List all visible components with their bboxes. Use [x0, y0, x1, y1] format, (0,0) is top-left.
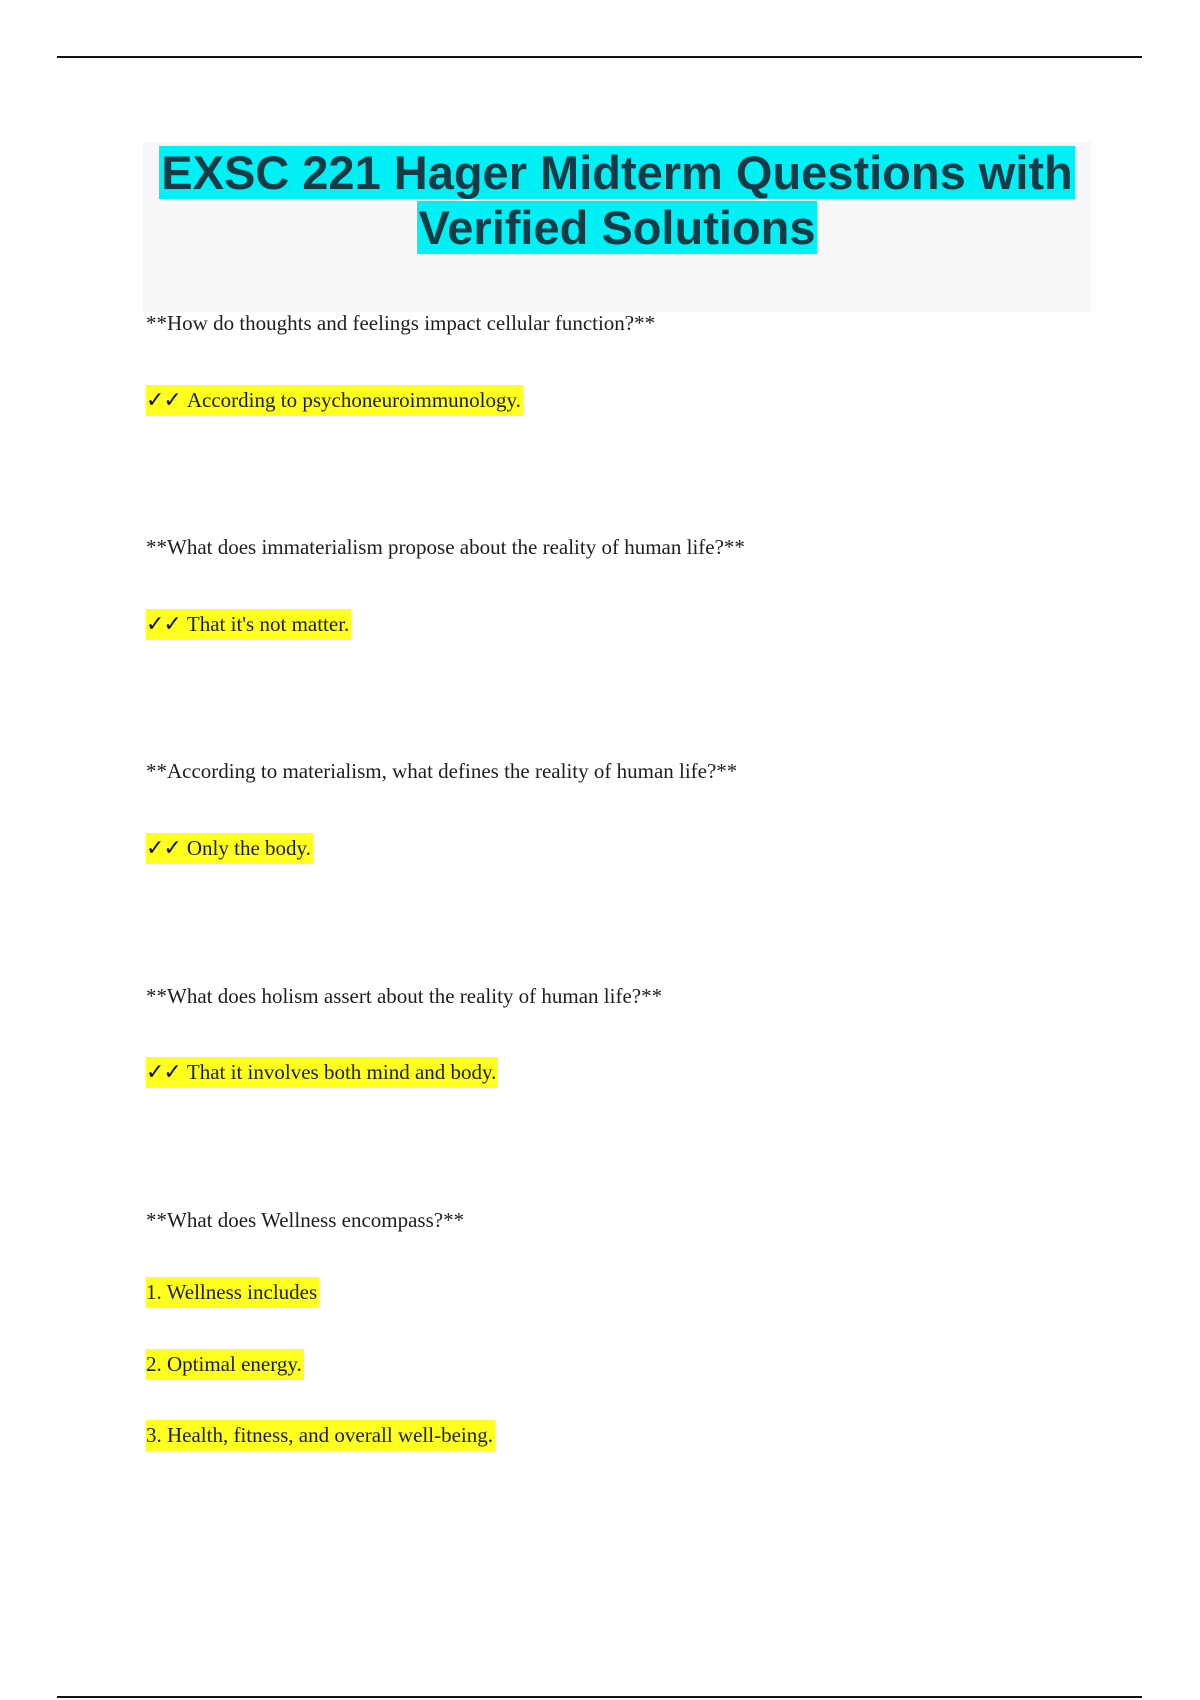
question-5: **What does Wellness encompass?**: [146, 1208, 465, 1232]
title-block: [143, 142, 1091, 312]
double-check-icon: ✓✓: [146, 836, 181, 861]
answer-highlight: [146, 833, 313, 864]
answer-4: [146, 1060, 498, 1085]
answer-highlight: 3. Health, fitness, and overall well-being.: [146, 1420, 495, 1451]
bottom-rule: [57, 1696, 1142, 1698]
question-4: **What does holism assert about the reality of human life?**: [146, 984, 663, 1008]
wellness-item-3: [146, 1423, 495, 1448]
answer-text: According to psychoneuroimmunology.: [186, 388, 521, 412]
answer-highlight: [146, 1057, 498, 1088]
top-rule: [57, 56, 1142, 58]
double-check-icon: ✓✓: [146, 1060, 181, 1085]
wellness-item-2: [146, 1352, 304, 1377]
answer-highlight: [146, 609, 351, 640]
answer-highlight: 1. Wellness includes: [146, 1277, 319, 1308]
answer-text: That it involves both mind and body.: [186, 1060, 497, 1084]
answer-1: [146, 388, 523, 413]
answer-text: That it's not matter.: [186, 612, 350, 636]
answer-2: [146, 612, 351, 637]
answer-highlight: 2. Optimal energy.: [146, 1349, 304, 1380]
title-line-2: Verified Solutions: [418, 201, 816, 254]
answer-3: [146, 836, 313, 861]
title-line-1: EXSC 221 Hager Midterm Questions with: [161, 146, 1073, 199]
answer-text: Only the body.: [186, 836, 311, 860]
question-2: **What does immaterialism propose about the reality of human life?**: [146, 535, 745, 559]
document-title: [143, 142, 1091, 255]
question-3: **According to materialism, what defines the reality of human life?**: [146, 759, 738, 783]
answer-highlight: [146, 385, 523, 416]
double-check-icon: ✓✓: [146, 388, 181, 413]
question-1: **How do thoughts and feelings impact cellular function?**: [146, 311, 656, 335]
double-check-icon: ✓✓: [146, 612, 181, 637]
wellness-item-1: [146, 1280, 319, 1305]
